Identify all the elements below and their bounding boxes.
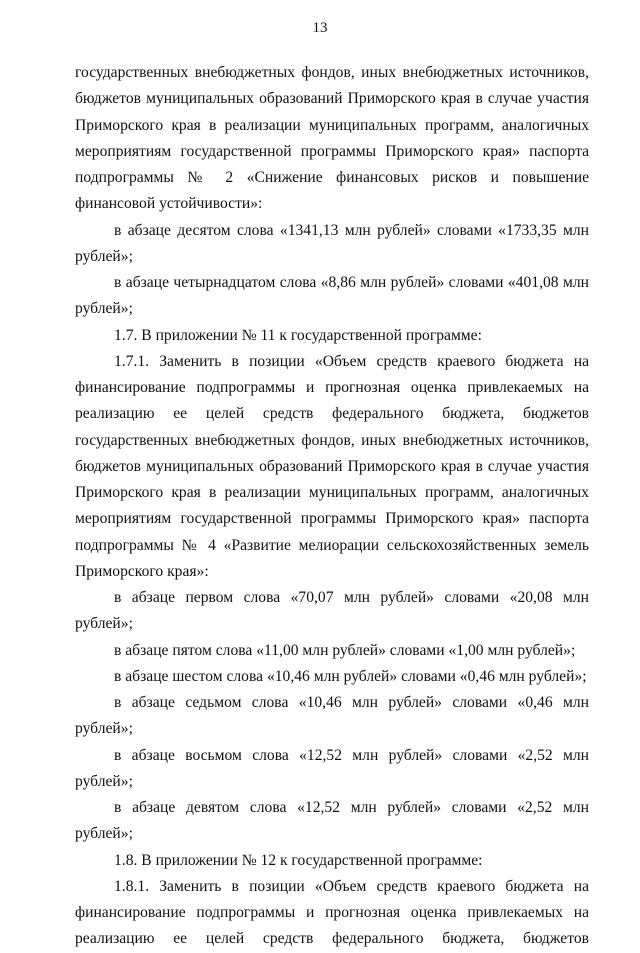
page-number: 13 [312,20,328,36]
paragraph-amendment-6th: в абзаце шестом слова «10,46 млн рублей» словами «0,46 млн рублей»; [114,667,587,685]
document-body [75,60,589,953]
paragraph-amendment-5th: в абзаце пятом слова «11,00 млн рублей» словами «1,00 млн рублей»; [114,641,576,659]
paragraph-amendment-9th: в абзаце девятом слова «12,52 млн рублей» словами «2,52 млн рублей»; [75,799,589,843]
paragraph-continuation: государственных внебюджетных фондов, иных внебюджетных источников, бюджетов муниципальных образований Приморского края в случае участия Приморского края в реализации муниципальных программ, аналогичных мероприятиям государственной программы Приморского края» паспорта подпрограммы № 2 «Снижение финансовых рисков и повышение финансовой устойчивости»: [75,64,589,213]
paragraph-amendment-10th: в абзаце десятом слова «1341,13 млн рублей» словами «1733,35 млн рублей»; [75,221,589,265]
paragraph-amendment-8th: в абзаце восьмом слова «12,52 млн рублей» словами «2,52 млн рублей»; [75,746,589,790]
paragraph-1-8-1: 1.8.1. Заменить в позиции «Объем средств краевого бюджета на финансирование подпрограммы и прогнозная оценка привлекаемых на реализацию ее целей средств федерального бюджета, бюджетов [75,877,589,948]
section-heading-1-7: 1.7. В приложении № 11 к государственной программе: [114,326,482,344]
paragraph-amendment-1st: в абзаце первом слова «70,07 млн рублей» словами «20,08 млн рублей»; [75,589,589,633]
paragraph-1-7-1: 1.7.1. Заменить в позиции «Объем средств краевого бюджета на финансирование подпрограммы и прогнозная оценка привлекаемых на реализацию ее целей средств федерального бюджета, бюджетов государственных внебюджетных фондов, иных внебюджетных источников, бюджетов муниципальных образований Приморского края в случае участия Приморского края в реализации муниципальных программ, аналогичных мероприятиям государственной программы Приморского края» паспорта подпрограммы № 4 «Развитие мелиорации сельскохозяйственных земель Приморского края»: [75,352,589,580]
paragraph-amendment-14th: в абзаце четырнадцатом слова «8,86 млн рублей» словами «401,08 млн рублей»; [75,274,589,318]
section-heading-1-8: 1.8. В приложении № 12 к государственной программе: [114,851,483,869]
paragraph-amendment-7th: в абзаце седьмом слова «10,46 млн рублей» словами «0,46 млн рублей»; [75,694,589,738]
